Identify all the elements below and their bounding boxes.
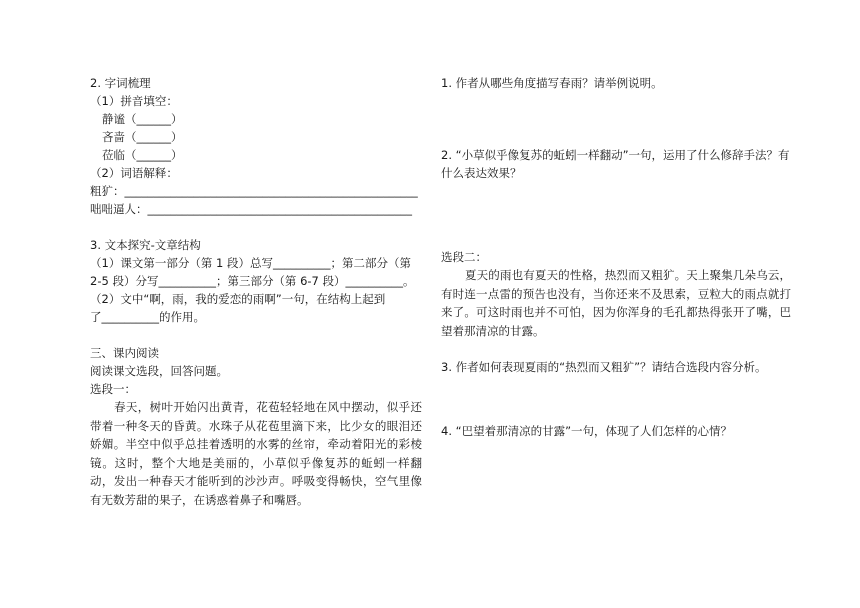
pinyin-item: 吝啬（______）: [102, 130, 183, 144]
left-column: [90, 74, 422, 509]
section-2-title: 2. 字词梳理: [90, 76, 151, 90]
question-1: 1. 作者从哪些角度描写春雨？请举例说明。: [441, 76, 663, 90]
right-column: [441, 74, 791, 440]
section-3-title: 3. 文本探究-文章结构: [90, 238, 201, 252]
term-line: 粗犷：___________________________________________________: [90, 184, 418, 198]
structure-line: 了__________的作用。: [90, 310, 205, 324]
pinyin-item: 静谧（______）: [102, 112, 183, 126]
excerpt-2-text: 夏天的雨也有夏天的性格，热烈而又粗犷。天上聚集几朵乌云，有时连一点雷的预告也没有，当你还来不及思索，豆粒大的雨点就打来了。可这时雨也并不可怕，因为你浑身的毛孔都热得张开了嘴，巴望着那清凉的甘露。: [441, 268, 791, 338]
excerpt-1-text: 春天，树叶开始闪出黄青，花苞轻轻地在风中摆动，似乎还带着一种冬天的昏黄。水珠子从花苞里滴下来，比少女的眼泪还娇媚。半空中似乎总挂着透明的水雾的丝帘，牵动着阳光的彩棱镜。这时，整个大地是美丽的，小草似乎像复苏的蚯蚓一样翻动，发出一种春天才能听到的沙沙声。呼吸变得畅快，空气里像有无数芳甜的果子，在诱惑着鼻子和嘴唇。: [90, 400, 422, 507]
structure-line: （2）文中“啊，雨，我的爱恋的雨啊”一句，在结构上起到: [90, 292, 386, 306]
excerpt-1-label: 选段一：: [90, 382, 136, 396]
question-3: 3. 作者如何表现夏雨的“热烈而又粗犷”？请结合选段内容分析。: [441, 360, 767, 374]
pinyin-item: 莅临（______）: [102, 148, 183, 162]
structure-line: 2-5 段）分写__________；第三部分（第 6-7 段）__________。: [90, 274, 415, 288]
word-explanation-heading: （2）词语解释：: [90, 166, 178, 180]
reading-instructions: 阅读课文选段，回答问题。: [90, 364, 228, 378]
structure-line: （1）课文第一部分（第 1 段）总写__________；第二部分（第: [90, 256, 411, 270]
pinyin-fill-heading: （1）拼音填空：: [90, 94, 178, 108]
term-line: 咄咄逼人：______________________________________________: [90, 202, 412, 216]
excerpt-2-label: 选段二：: [441, 250, 487, 264]
question-4: 4. “巴望着那清凉的甘露”一句，体现了人们怎样的心情？: [441, 424, 733, 438]
part-3-title: 三、课内阅读: [90, 346, 159, 360]
question-2: 2. “小草似乎像复苏的蚯蚓一样翻动”一句，运用了什么修辞手法？有什么表达效果？: [441, 148, 790, 180]
